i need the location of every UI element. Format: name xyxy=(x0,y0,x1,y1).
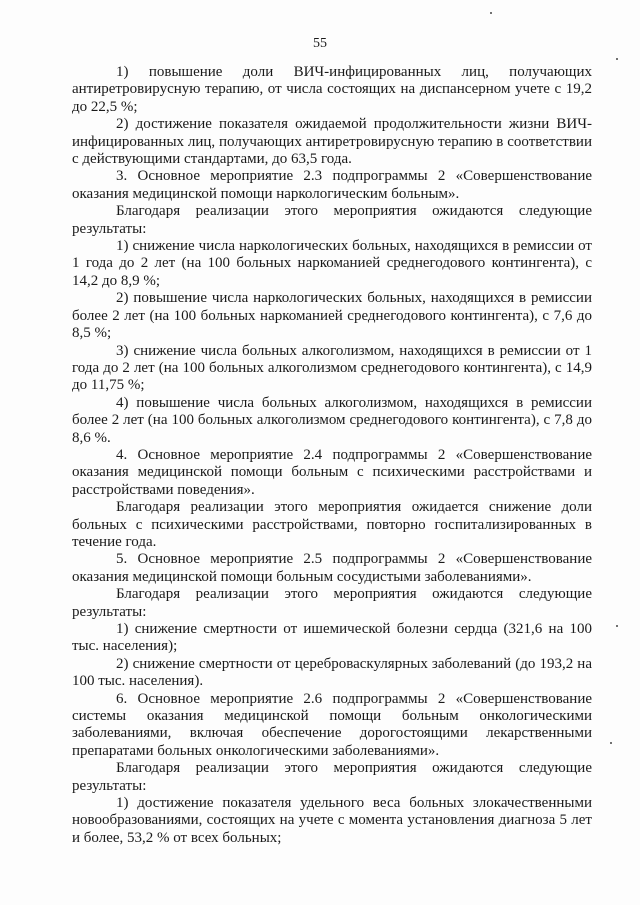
paragraph-1: 1) повышение доли ВИЧ-инфицированных лиц, получающих антиретровирусную терапию, от числа состоящих на диспансерном учете с 19,2 до 22,5 %; xyxy=(72,64,592,115)
scan-speck xyxy=(616,625,618,627)
scan-speck xyxy=(616,58,618,60)
paragraph-9: 4. Основное мероприятие 2.4 подпрограммы 2 «Совершенствование оказания медицинской помощи больным с психическими расстройствами и расстройствами поведения». xyxy=(72,446,592,498)
paragraph-4: Благодаря реализации этого мероприятия ожидаются следующие результаты: xyxy=(72,203,592,237)
paragraph-13: 1) снижение смертности от ишемической болезни сердца (321,6 на 100 тыс. населения); xyxy=(72,621,592,655)
paragraph-15: 6. Основное мероприятие 2.6 подпрограммы 2 «Совершенствование системы оказания медицинской помощи больным онкологическими заболеваниями, включая обеспечение дорогостоящими лекарственными препаратами больных онкологическими заболеваниями». xyxy=(72,690,592,759)
paragraph-6: 2) повышение числа наркологических больных, находящихся в ремиссии более 2 лет (на 100 больных наркоманией среднегодового контингента), с 7,6 до 8,5 %; xyxy=(72,290,592,342)
paragraph-10: Благодаря реализации этого мероприятия ожидается снижение доли больных с психическими расстройствами, повторно госпитализированных в течение года. xyxy=(72,499,592,550)
paragraph-8: 4) повышение числа больных алкоголизмом, находящихся в ремиссии более 2 лет (на 100 больных алкоголизмом среднегодового контингента), с 7,8 до 8,6 %. xyxy=(72,394,592,446)
paragraph-11: 5. Основное мероприятие 2.5 подпрограммы 2 «Совершенствование оказания медицинской помощи больным сосудистыми заболеваниями». xyxy=(72,551,592,585)
paragraph-2: 2) достижение показателя ожидаемой продолжительности жизни ВИЧ-инфицированных лиц, получающих антиретровирусную терапию в соответствии с действующими стандартами, до 63,5 года. xyxy=(72,116,592,168)
paragraph-5: 1) снижение числа наркологических больных, находящихся в ремиссии от 1 года до 2 лет (на 100 больных наркоманией среднегодового контингента), с 14,2 до 8,9 %; xyxy=(72,238,592,289)
scan-speck xyxy=(610,742,612,744)
paragraph-12: Благодаря реализации этого мероприятия ожидаются следующие результаты: xyxy=(72,586,592,620)
page-body xyxy=(72,64,592,847)
paragraph-16: Благодаря реализации этого мероприятия ожидаются следующие результаты: xyxy=(72,760,592,794)
paragraph-7: 3) снижение числа больных алкоголизмом, находящихся в ремиссии от 1 года до 2 лет (на 100 больных алкоголизмом среднегодового контингента), с 14,9 до 11,75 %; xyxy=(72,342,592,394)
paragraph-17: 1) достижение показателя удельного веса больных злокачественными новообразованиями, состоящих на учете с момента установления диагноза 5 лет и более, 53,2 % от всех больных; xyxy=(72,795,592,846)
page-number: 55 xyxy=(313,36,327,51)
scan-speck xyxy=(490,12,492,14)
paragraph-3: 3. Основное мероприятие 2.3 подпрограммы 2 «Совершенствование оказания медицинской помощи наркологическим больным». xyxy=(72,168,592,202)
paragraph-14: 2) снижение смертности от цереброваскулярных заболеваний (до 193,2 на 100 тыс. населения). xyxy=(72,655,592,690)
